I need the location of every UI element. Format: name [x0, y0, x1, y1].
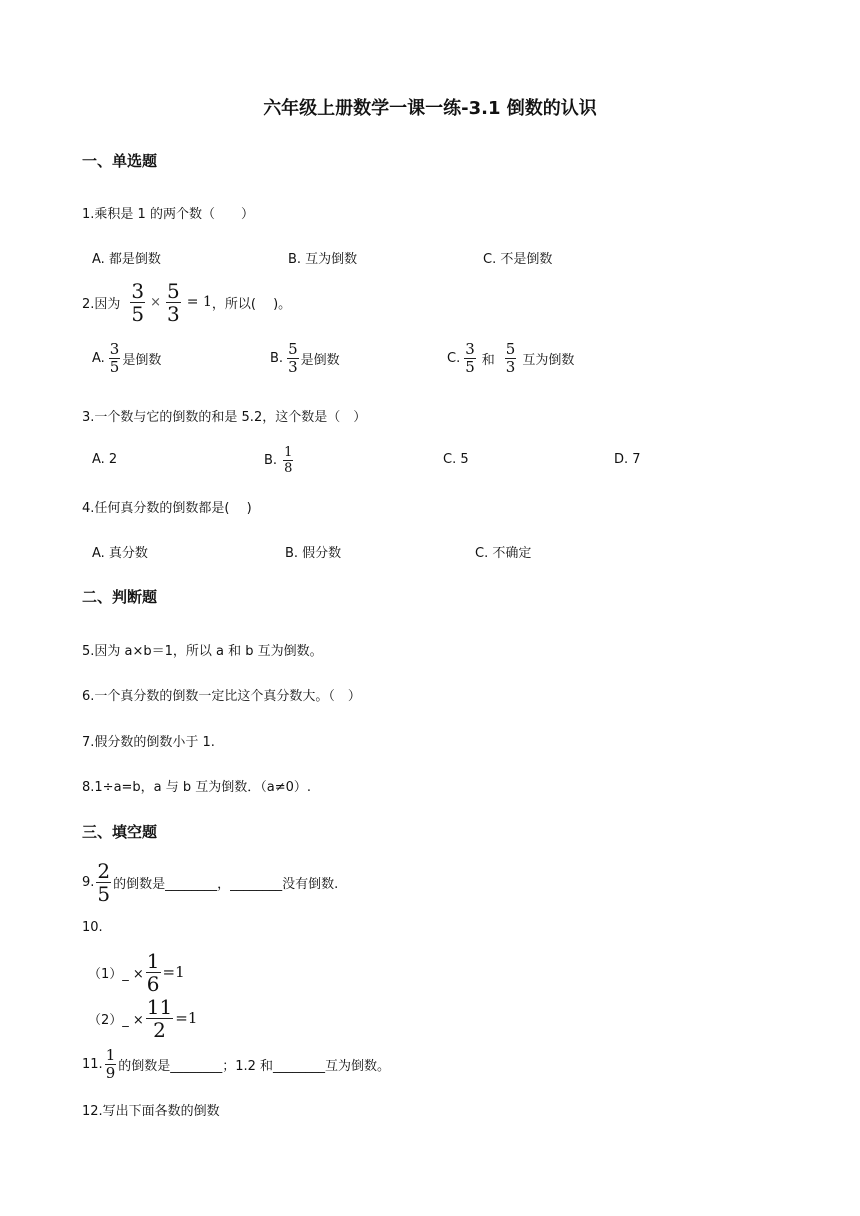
question-3-text: 3.一个数与它的倒数的和是 5.2，这个数是（ ）	[82, 410, 367, 425]
question-2-option-b[interactable]: B. $\frac{5}{3}$ 是倒数	[270, 339, 340, 376]
question-2-suffix: ，所以( )。	[211, 296, 292, 312]
question-1-option-c[interactable]: C. 不是倒数	[483, 252, 553, 267]
question-1-text: 1.乘积是 1 的两个数（ ）	[82, 207, 254, 222]
question-4-option-a[interactable]: A. 真分数	[92, 546, 148, 561]
question-8-text: 8.1÷a=b，a 与 b 互为倒数．（a≠0）.	[82, 780, 312, 795]
fraction: $\frac{1}{9}$	[105, 1045, 116, 1082]
fraction: $\frac{3}{5}$	[465, 339, 475, 376]
fraction: $\frac{1}{8}$	[284, 444, 293, 476]
question-4-option-b[interactable]: B. 假分数	[285, 546, 342, 561]
fraction: $\frac{3}{5}$	[109, 339, 120, 376]
question-9-text: 9. $\frac{2}{5}$ 的倒数是________，________没有倒数.	[82, 858, 339, 906]
fraction: $\frac{11}{2}$	[146, 994, 173, 1042]
fraction: $\frac{5}{3}$	[288, 339, 298, 376]
section-heading-fill-blank: 三、填空题	[82, 823, 158, 841]
question-1-option-a[interactable]: A. 都是倒数	[92, 252, 161, 267]
question-2-option-a[interactable]: A. $\frac{3}{5}$ 是倒数	[92, 339, 162, 376]
question-3-option-c[interactable]: C. 5	[443, 452, 469, 467]
question-12-text: 12.写出下面各数的倒数	[82, 1104, 220, 1119]
question-5-text: 5.因为 a×b＝1，所以 a 和 b 互为倒数。	[82, 644, 323, 659]
question-3-option-a[interactable]: A. 2	[92, 452, 118, 467]
fraction: $\frac{3}{5}$	[131, 278, 145, 326]
question-7-text: 7.假分数的倒数小于 1.	[82, 735, 215, 750]
page-title: 六年级上册数学一课一练-3.1 倒数的认识	[263, 98, 597, 119]
question-2-option-c[interactable]: C. $\frac{3}{5}$ 和 $\frac{5}{3}$ 互为倒数	[447, 339, 575, 376]
question-10-row-2: （2）_ × $\frac{11}{2}$ =1	[88, 994, 198, 1042]
question-10-row-1: （1）_ × $\frac{1}{6}$ =1	[88, 948, 185, 996]
question-11-text: 11. $\frac{1}{9}$ 的倒数是________；1.2 和________互为倒数。	[82, 1045, 391, 1082]
question-4-text: 4.任何真分数的倒数都是( )	[82, 501, 252, 516]
fraction: $\frac{2}{5}$	[97, 858, 111, 906]
fraction: $\frac{5}{3}$	[505, 339, 516, 376]
section-heading-single-choice: 一、单选题	[82, 152, 158, 170]
question-10-label: 10.	[82, 920, 103, 935]
question-6-text: 6.一个真分数的倒数一定比这个真分数大。（ ）	[82, 689, 361, 704]
question-1-option-b[interactable]: B. 互为倒数	[288, 252, 358, 267]
fraction: $\frac{1}{6}$	[146, 948, 160, 996]
fraction: $\frac{5}{3}$	[167, 278, 180, 326]
section-heading-true-false: 二、判断题	[82, 588, 158, 606]
question-2-prefix: 2.因为	[82, 296, 121, 312]
question-3-option-d[interactable]: D. 7	[614, 452, 641, 467]
question-4-option-c[interactable]: C. 不确定	[475, 546, 532, 561]
question-3-option-b[interactable]: B. $\frac{1}{8}$	[264, 444, 293, 476]
question-2-text: 2.因为 $\frac{3}{5}$ × $\frac{5}{3}$ = 1 ，所以( )。	[82, 278, 292, 326]
